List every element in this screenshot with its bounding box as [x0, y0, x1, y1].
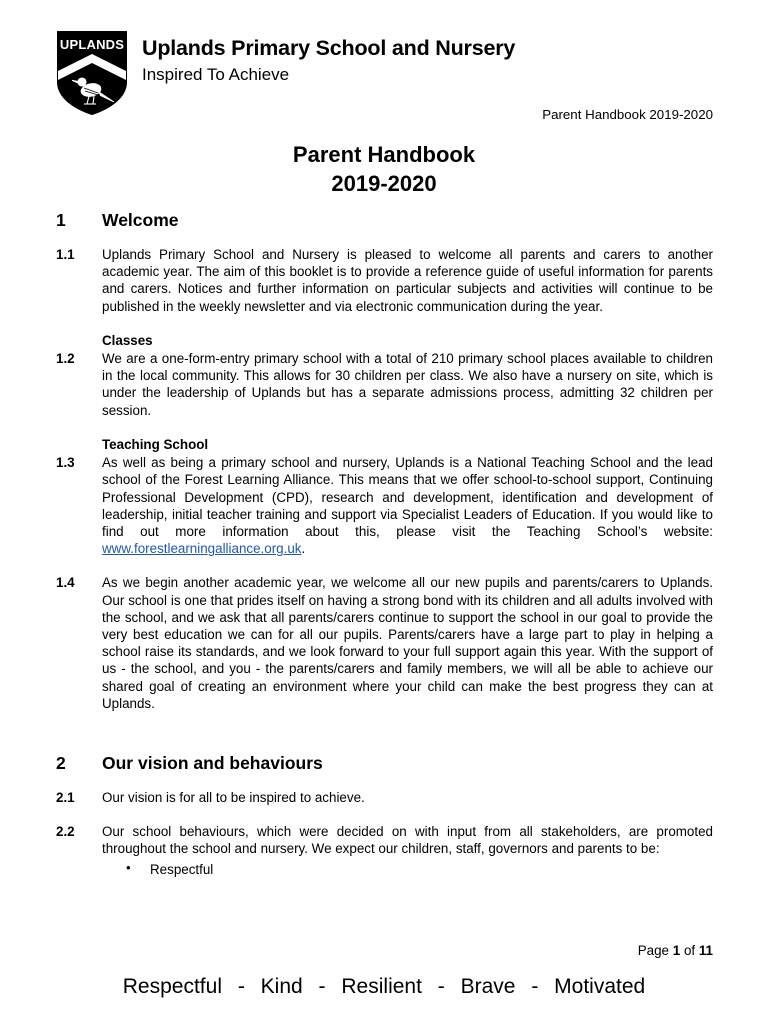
section-heading-1 [56, 210, 713, 232]
paragraph-1-1 [56, 246, 713, 315]
document-body [56, 210, 713, 896]
section-title-2: Our vision and behaviours [102, 753, 323, 774]
paragraph-number-1-4: 1.4 [56, 575, 75, 591]
paragraph-1-3-text-after-link: . [301, 541, 306, 557]
running-head: Parent Handbook 2019-2020 [542, 107, 713, 122]
value-separator: - [318, 975, 326, 998]
list-item: • Respectful [126, 860, 713, 879]
paragraph-1-4 [56, 574, 713, 712]
paragraph-text-2-2 [102, 823, 713, 879]
behaviours-bullet-list [102, 860, 713, 879]
value-respectful: Respectful [122, 975, 222, 998]
paragraph-2-2 [56, 823, 713, 879]
section-number-2: 2 [56, 753, 66, 774]
value-separator: - [437, 975, 445, 998]
school-name: Uplands Primary School and Nursery [142, 36, 516, 60]
paragraph-2-2-lead-text: Our school behaviours, which were decided on with input from all stakeholders, are promoted throughout the school and nursery. We expect our children, staff, governors and parents to be: [102, 824, 713, 857]
paragraph-number-2-2: 2.2 [56, 824, 75, 840]
page-title-line-2: 2019-2020 [331, 171, 437, 197]
paragraph-text-1-2: We are a one-form-entry primary school with a total of 210 primary school places available to children in the local community. This allows for 30 children per class. We also have a nursery on site, which is under the leadership of Uplands but has a separate admissions process, admitting 32 children per session. [102, 350, 713, 418]
value-separator: - [531, 975, 539, 998]
paragraph-number-1-1: 1.1 [56, 246, 75, 262]
page-number-current: 1 [672, 943, 681, 958]
paragraph-text-1-4: As we begin another academic year, we welcome all our new pupils and parents/carers to Uplands. Our school is one that prides itself on having a strong bond with its children and all adults involved with the school, and we ask that all parents/carers continue to support the school in our goal to provide the very best education we can for all our pupils. Parents/carers have a large part to play in helping a school raise its standards, and we look forward to your full support again this year. With the support of us - the school, and you - the parents/carers and family members, we will all be able to achieve our shared goal of creating an environment where your child can make the best progress they can at Uplands. [102, 575, 713, 711]
paragraph-text-2-1: Our vision is for all to be inspired to achieve. [102, 790, 365, 805]
page-number-total: 11 [698, 943, 713, 958]
paragraph-text-1-3 [102, 454, 713, 557]
paragraph-number-1-2: 1.2 [56, 350, 75, 366]
paragraph-text-1-1: Uplands Primary School and Nursery is pleased to welcome all parents and carers to another academic year. The aim of this booklet is to provide a reference guide of useful information for parents and carers. Notices and further information on particular subjects and activities will continue to be published in the weekly newsletter and via electronic communication during the year. [102, 246, 713, 314]
school-crest-logo-icon [56, 30, 128, 116]
paragraph-1-3 [56, 454, 713, 557]
page-number-label: Page [637, 943, 670, 958]
section-number-1: 1 [56, 210, 66, 230]
value-separator: - [237, 975, 245, 998]
page-number-of: of [683, 943, 696, 958]
masthead [56, 30, 515, 116]
section-heading-2 [56, 753, 713, 775]
svg-text:UPLANDS: UPLANDS [59, 37, 125, 52]
paragraph-1-2 [56, 350, 713, 419]
paragraph-number-2-1: 2.1 [56, 790, 75, 805]
paragraph-number-1-3: 1.3 [56, 455, 75, 471]
value-motivated: Motivated [554, 975, 646, 998]
section-spacer [56, 729, 713, 753]
school-values-banner [0, 973, 768, 1000]
value-resilient: Resilient [341, 975, 422, 998]
page-title-line-1: Parent Handbook [292, 142, 476, 167]
value-brave: Brave [460, 975, 516, 998]
section-title-1: Welcome [102, 210, 179, 230]
forest-learning-alliance-link[interactable]: www.forestlearningalliance.org.uk [102, 541, 302, 557]
subheading-teaching-school: Teaching School [102, 436, 209, 452]
value-kind: Kind [260, 975, 303, 998]
masthead-text [142, 30, 515, 85]
paragraph-1-3-text-before-link: As well as being a primary school and nursery, Uplands is a National Teaching School and the lead school of the Forest Learning Alliance. This means that we offer school-to-school support, Continuing Professional Development (CPD), research and development, identification and development of leadership, initial teacher training and support via Specialist Leaders of Education. If you would like to find out more information about this, please visit the Teaching School’s website: [102, 455, 713, 539]
subheading-classes: Classes [102, 332, 153, 348]
school-tagline: Inspired To Achieve [142, 64, 290, 84]
paragraph-2-1 [56, 789, 713, 806]
page-number-footer [638, 943, 713, 959]
page-title [0, 140, 768, 199]
